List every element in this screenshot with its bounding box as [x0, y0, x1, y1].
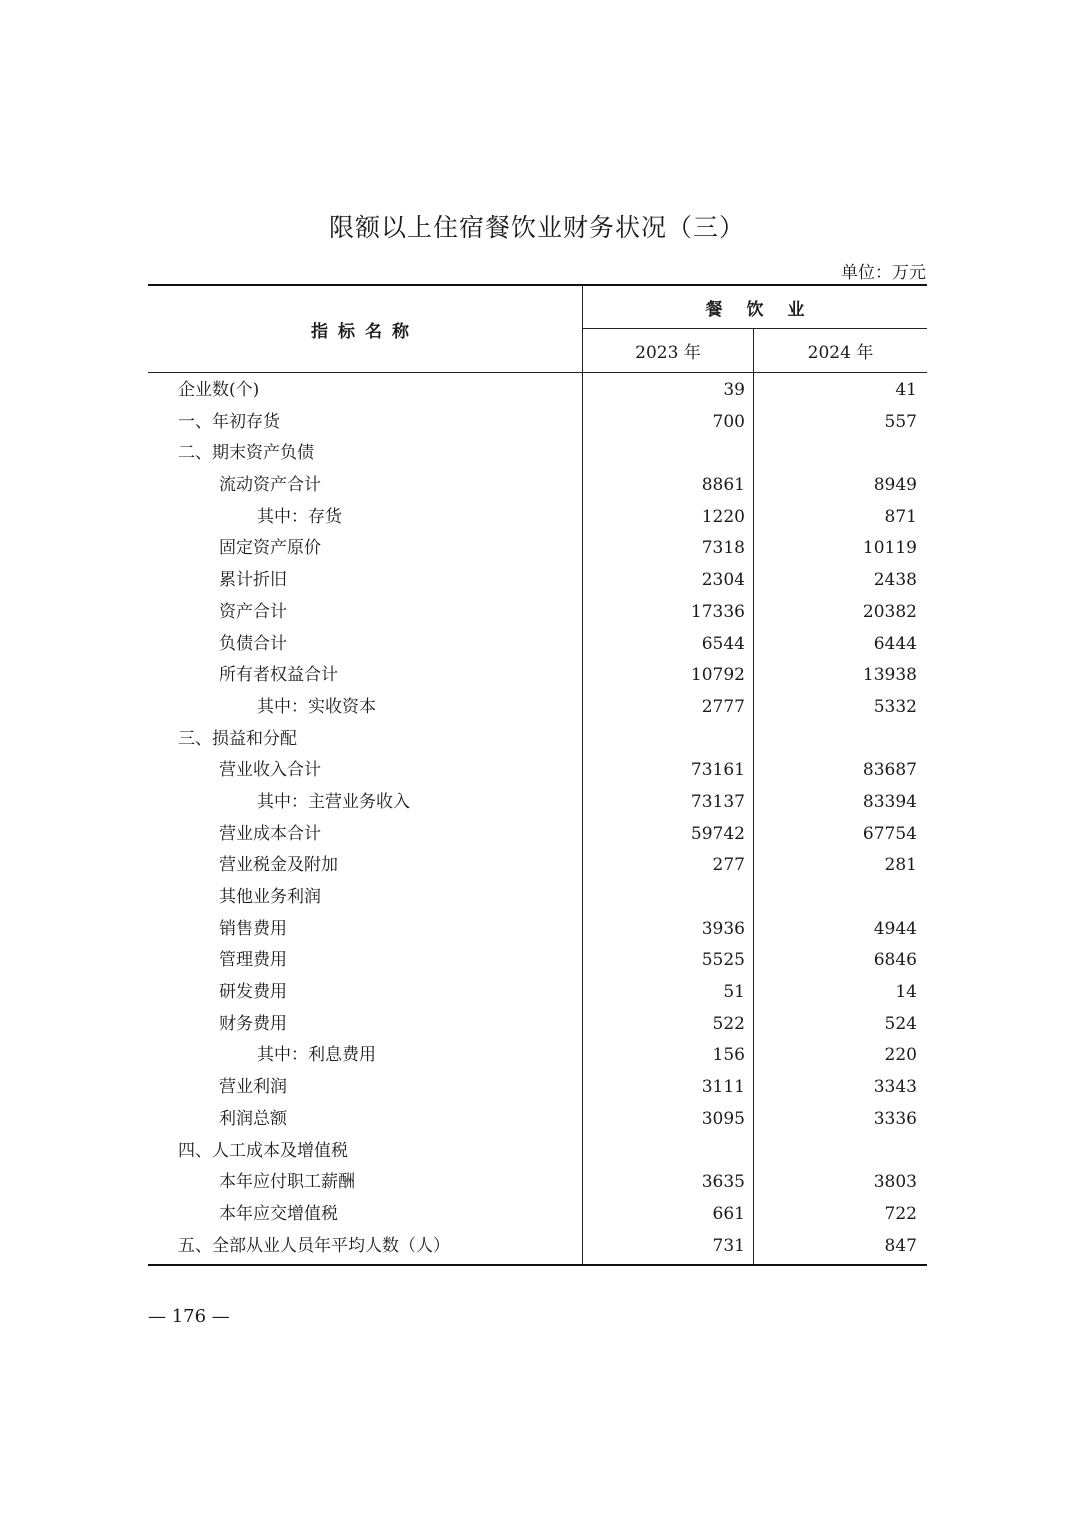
value-2024: 83394 — [862, 791, 917, 812]
row-label: 资产合计 — [219, 601, 287, 622]
value-2024: 6846 — [873, 950, 917, 971]
table-row — [148, 914, 927, 946]
value-2024: 871 — [884, 506, 917, 527]
value-2024: 3343 — [873, 1077, 917, 1098]
value-2023: 3095 — [701, 1108, 745, 1129]
row-label: 四、人工成本及增值税 — [178, 1140, 348, 1161]
row-label: 其中：实收资本 — [257, 696, 376, 717]
value-2024: 2438 — [873, 570, 917, 591]
value-2023: 51 — [723, 982, 745, 1003]
table-row — [148, 819, 927, 851]
value-2023: 661 — [712, 1203, 745, 1224]
row-label: 其中：存货 — [257, 506, 342, 527]
table-row — [148, 1009, 927, 1041]
row-label: 累计折旧 — [219, 570, 287, 591]
value-2024: 20382 — [862, 601, 917, 622]
value-2023: 277 — [712, 855, 745, 876]
table-row — [148, 755, 927, 787]
value-2024: 14 — [895, 982, 917, 1003]
row-label: 研发费用 — [219, 982, 287, 1003]
table-row — [148, 945, 927, 977]
value-2023: 39 — [723, 380, 745, 400]
value-2023: 10792 — [690, 665, 745, 686]
value-2024: 4944 — [873, 918, 917, 939]
value-2023: 7318 — [701, 538, 745, 559]
table-row — [148, 438, 927, 470]
row-label: 本年应付职工薪酬 — [219, 1172, 355, 1193]
table-row — [148, 533, 927, 565]
row-label: 营业收入合计 — [219, 760, 321, 781]
table-row — [148, 407, 927, 439]
table-row — [148, 375, 927, 407]
value-2023: 156 — [712, 1045, 745, 1066]
table-row — [148, 724, 927, 756]
table-header — [148, 286, 927, 373]
value-2023: 1220 — [701, 506, 745, 527]
table-row — [148, 977, 927, 1009]
page-number: — 176 — — [148, 1306, 230, 1327]
table-row — [148, 1231, 927, 1263]
value-2024: 847 — [884, 1235, 917, 1256]
catering-group-header: 餐饮业 — [582, 286, 927, 329]
value-2024: 6444 — [873, 633, 917, 654]
value-2024: 67754 — [862, 823, 917, 844]
value-2024: 8949 — [873, 475, 917, 496]
value-2024: 3336 — [873, 1108, 917, 1129]
table-row — [148, 850, 927, 882]
row-label: 营业利润 — [219, 1077, 287, 1098]
table-row — [148, 1167, 927, 1199]
value-2023: 2777 — [701, 696, 745, 717]
indicator-name-header: 指标名称 — [311, 321, 419, 342]
row-label: 利润总额 — [219, 1108, 287, 1129]
table-row — [148, 502, 927, 534]
row-label: 其中：主营业务收入 — [257, 791, 410, 812]
value-2024: 13938 — [862, 665, 917, 686]
table-row — [148, 629, 927, 661]
value-2023: 6544 — [701, 633, 745, 654]
row-label: 负债合计 — [219, 633, 287, 654]
value-2023: 3936 — [701, 918, 745, 939]
value-2024: 220 — [884, 1045, 917, 1066]
table-body — [148, 373, 927, 1264]
value-2023: 17336 — [690, 601, 745, 622]
table-row — [148, 1104, 927, 1136]
row-label: 财务费用 — [219, 1013, 287, 1034]
value-2024: 10119 — [862, 538, 917, 559]
row-label: 营业成本合计 — [219, 823, 321, 844]
value-2023: 2304 — [701, 570, 745, 591]
table-row — [148, 597, 927, 629]
table-row — [148, 787, 927, 819]
table-row — [148, 882, 927, 914]
value-2023: 5525 — [701, 950, 745, 971]
financial-table — [148, 284, 927, 1266]
value-2023: 59742 — [690, 823, 745, 844]
value-2023: 522 — [712, 1013, 745, 1034]
row-label: 三、损益和分配 — [178, 728, 297, 749]
value-2024: 281 — [884, 855, 917, 876]
value-2023: 73161 — [690, 760, 745, 781]
row-label: 二、期末资产负债 — [178, 443, 314, 464]
value-2024: 5332 — [873, 696, 917, 717]
value-2023: 3111 — [701, 1077, 745, 1098]
value-2024: 41 — [895, 380, 917, 400]
value-2024: 524 — [884, 1013, 917, 1034]
value-2023: 731 — [712, 1235, 745, 1256]
row-label: 本年应交增值税 — [219, 1203, 338, 1224]
value-2024: 83687 — [862, 760, 917, 781]
row-label: 管理费用 — [219, 950, 287, 971]
value-2023: 3635 — [701, 1172, 745, 1193]
table-row — [148, 660, 927, 692]
value-2024: 557 — [884, 411, 917, 432]
table-row — [148, 1072, 927, 1104]
unit-label: 单位：万元 — [841, 263, 926, 283]
year-2024-header: 2024 年 — [753, 329, 927, 372]
row-label: 营业税金及附加 — [219, 855, 338, 876]
table-row — [148, 470, 927, 502]
row-label: 固定资产原价 — [219, 538, 321, 559]
value-2023: 73137 — [690, 791, 745, 812]
value-2024: 3803 — [873, 1172, 917, 1193]
table-row — [148, 565, 927, 597]
value-2023: 8861 — [701, 475, 745, 496]
row-label: 其中：利息费用 — [257, 1045, 376, 1066]
row-label: 其他业务利润 — [219, 887, 321, 907]
table-row — [148, 1136, 927, 1168]
row-label: 五、全部从业人员年平均人数（人） — [178, 1235, 450, 1256]
row-label: 企业数(个) — [178, 380, 260, 400]
value-2023: 700 — [712, 411, 745, 432]
table-row — [148, 692, 927, 724]
row-label: 销售费用 — [219, 918, 287, 939]
year-2023-header: 2023 年 — [582, 329, 753, 372]
value-2024: 722 — [884, 1203, 917, 1224]
page-title: 限额以上住宿餐饮业财务状况（三） — [328, 213, 745, 242]
row-label: 流动资产合计 — [219, 475, 321, 496]
row-label: 所有者权益合计 — [219, 665, 338, 686]
table-row — [148, 1199, 927, 1231]
table-row — [148, 1040, 927, 1072]
row-label: 一、年初存货 — [178, 411, 280, 432]
